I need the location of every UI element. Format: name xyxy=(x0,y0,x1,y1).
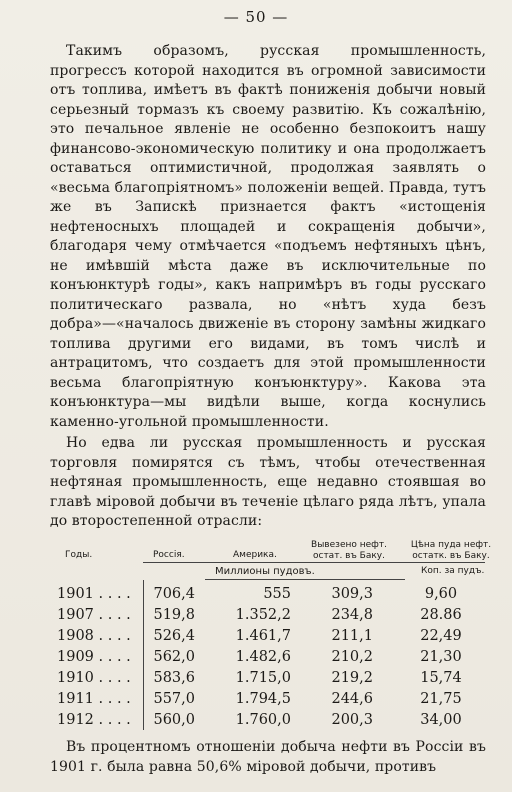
page-number: — 50 — xyxy=(223,8,289,26)
cell-america: 1.352,2 xyxy=(235,607,291,623)
cell-america: 1.482,6 xyxy=(235,649,291,665)
table-row xyxy=(55,691,485,712)
table-row xyxy=(55,670,485,691)
cell-russia: 557,0 xyxy=(153,691,195,707)
table-row xyxy=(55,712,485,733)
cell-america: 1.794,5 xyxy=(235,691,291,707)
header-america: Америка. xyxy=(233,550,277,560)
cell-russia: 583,6 xyxy=(153,670,195,686)
header-years: Годы. xyxy=(65,550,93,560)
table-row xyxy=(55,607,485,628)
header-baku-price: Цѣна пуда нефт. остатк. въ Баку. xyxy=(410,540,492,561)
unit-divider xyxy=(205,579,405,580)
cell-baku: 309,3 xyxy=(331,586,373,602)
cell-baku: 200,3 xyxy=(331,712,373,728)
cell-year: 1911 . . . . xyxy=(57,691,131,707)
cell-price: 34,00 xyxy=(420,712,462,728)
table-row xyxy=(55,586,485,607)
cell-america: 1.461,7 xyxy=(235,628,291,644)
cell-price: 15,74 xyxy=(420,670,462,686)
cell-baku: 234,8 xyxy=(331,607,373,623)
cell-baku: 219,2 xyxy=(331,670,373,686)
cell-year: 1908 . . . . xyxy=(57,628,131,644)
cell-price: 21,30 xyxy=(420,649,462,665)
cell-price: 22,49 xyxy=(420,628,462,644)
cell-year: 1909 . . . . xyxy=(57,649,131,665)
paragraph-1: Такимъ образомъ, русская промышленность, прогрессъ которой находится въ огромной зависимости отъ топлива, имѣетъ въ фактѣ пониженія добычи новый серьезный тормазъ къ своему развитію. Къ сожалѣнію, это печальное явленіе не особенно безпокоитъ нашу финансово-экономическую политику и она продолжаетъ оставаться оптимистичной, продолжая заявлять о «весьма благопріятномъ» положеніи вещей. Правда, тутъ же въ Запискѣ признается фактъ «истощенія нефтеносныхъ площадей и сокращенія добычи», благодаря чему отмѣчается «подъемъ нефтяныхъ цѣнъ, не имѣвшій мѣста даже въ исключительные по конъюнктурѣ годы», какъ напримѣръ въ годы русскаго политическаго развала, но «нѣтъ худа безъ добра»—«началось движеніе въ сторону замѣны жидкаго топлива другими его видами, въ томъ числѣ и антрацитомъ, что создаетъ для этой промышленности весьма благопріятную конъюнктуру». Какова эта конъюнктура—мы видѣли выше, когда коснулись каменно-угольной промышленности. xyxy=(50,43,486,430)
cell-baku: 210,2 xyxy=(331,649,373,665)
cell-russia: 706,4 xyxy=(153,586,195,602)
cell-year: 1907 . . . . xyxy=(57,607,131,623)
cell-year: 1901 . . . . xyxy=(57,586,131,602)
cell-price: 28.86 xyxy=(420,607,462,623)
header-russia: Россія. xyxy=(153,550,185,560)
cell-year: 1910 . . . . xyxy=(57,670,131,686)
header-divider xyxy=(143,562,485,563)
table-row xyxy=(55,649,485,670)
table-row xyxy=(55,628,485,649)
header-baku-exports: Вывезено нефт. остат. въ Баку. xyxy=(311,540,387,561)
cell-russia: 562,0 xyxy=(153,649,195,665)
cell-price: 9,60 xyxy=(424,586,458,602)
cell-year: 1912 . . . . xyxy=(57,712,131,728)
unit-millions-label: Миллионы пудовъ. xyxy=(215,566,315,577)
cell-baku: 244,6 xyxy=(331,691,373,707)
paragraph-3: Въ процентномъ отношеніи добыча нефти въ Россіи въ 1901 г. была равна 50,6% міровой добычи, противъ xyxy=(50,739,486,775)
cell-russia: 526,4 xyxy=(153,628,195,644)
cell-price: 21,75 xyxy=(420,691,462,707)
paragraph-2: Но едва ли русская промышленность и русская торговля помирятся съ тѣмъ, чтобы отечественная нефтяная промышленность, еще недавно стоявшая во главѣ міровой добычи въ теченіе цѣлаго ряда лѣтъ, упала до второстепенной отрасли: xyxy=(50,435,486,529)
cell-russia: 560,0 xyxy=(153,712,195,728)
cell-america: 1.760,0 xyxy=(235,712,291,728)
cell-russia: 519,8 xyxy=(153,607,195,623)
cell-america: 1.715,0 xyxy=(235,670,291,686)
cell-baku: 211,1 xyxy=(331,628,373,644)
cell-america: 555 xyxy=(263,586,291,602)
unit-kopecks-label: Коп. за пудъ. xyxy=(421,566,485,576)
